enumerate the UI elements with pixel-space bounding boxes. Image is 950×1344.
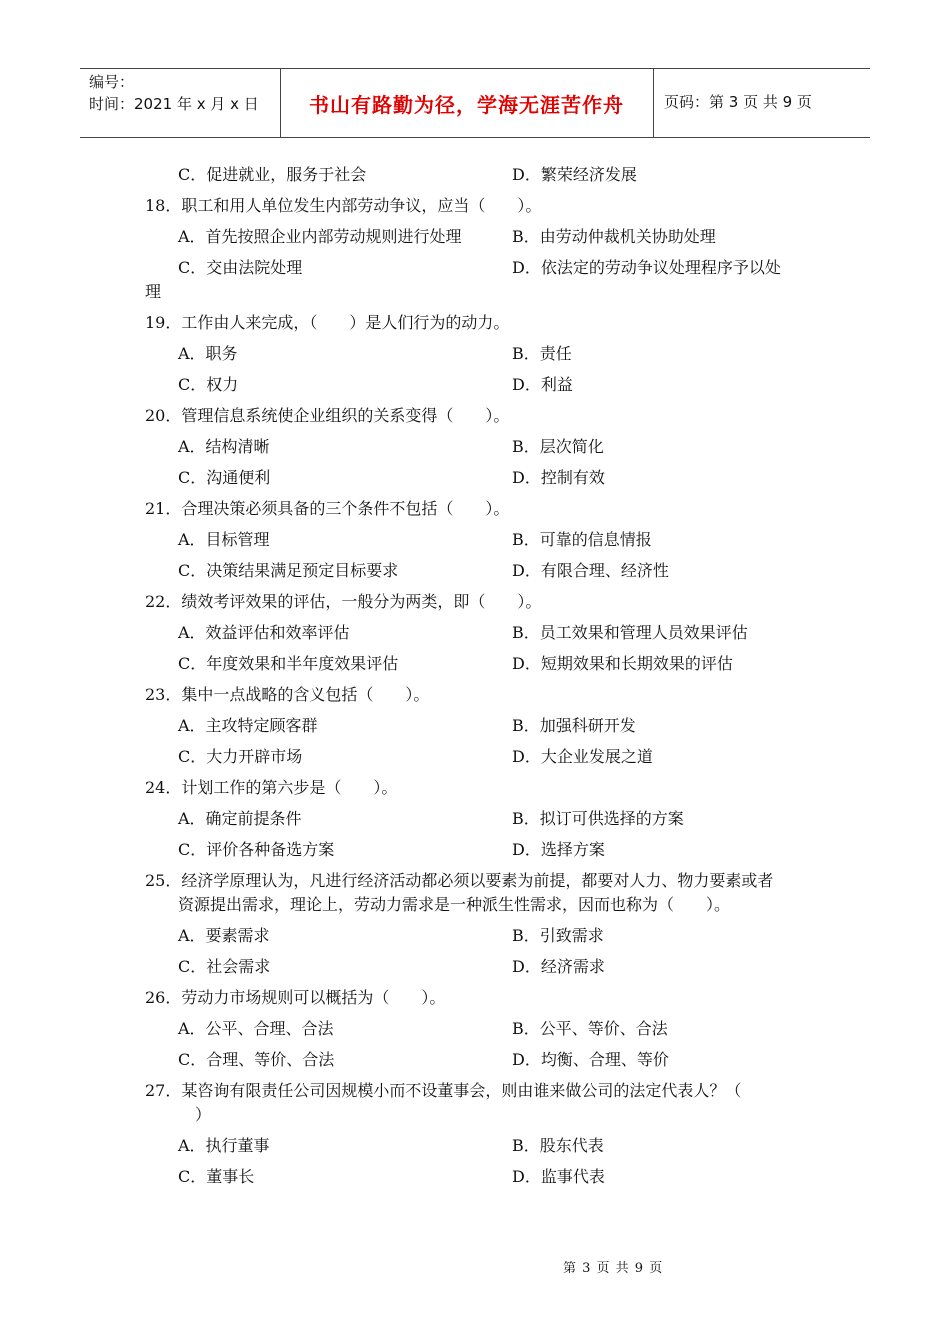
option-continuation (0, 278, 950, 309)
option-b: B．层次简化 (512, 437, 604, 456)
option-b: B．员工效果和管理人员效果评估 (512, 623, 748, 642)
option-c: C．交由法院处理 (178, 258, 303, 277)
option-row (0, 712, 950, 743)
header-left-cell (89, 71, 279, 115)
option-d: D．控制有效 (512, 468, 605, 487)
option-row (0, 953, 950, 984)
question-27-stem-continuation: ） (195, 1105, 212, 1124)
footer-page-number: 第 3 页 共 9 页 (563, 1261, 664, 1276)
question-27-stem: 27．某咨询有限责任公司因规模小而不设董事会，则由谁来做公司的法定代表人？（ (145, 1081, 742, 1100)
option-row (0, 464, 950, 495)
question-stem (0, 1077, 950, 1101)
option-d: D．经济需求 (512, 957, 605, 976)
option-c: C．决策结果满足预定目标要求 (178, 561, 399, 580)
option-row (0, 743, 950, 774)
question-25-stem-continuation: 资源提出需求，理论上，劳动力需求是一种派生性需求，因而也称为（ ）。 (178, 895, 731, 914)
option-a: A．主攻特定顾客群 (178, 716, 318, 735)
question-19-stem: 19．工作由人来完成，（ ）是人们行为的动力。 (145, 313, 510, 332)
option-a: A．首先按照企业内部劳动规则进行处理 (178, 227, 462, 246)
option-b: B．责任 (512, 344, 572, 363)
option-d: D．均衡、合理、等价 (512, 1050, 669, 1069)
option-row (0, 1132, 950, 1163)
option-d: D．监事代表 (512, 1167, 605, 1186)
question-stem (0, 495, 950, 526)
option-b: B．可靠的信息情报 (512, 530, 652, 549)
time-label: 时间：2021 年 x 月 x 日 (89, 95, 259, 113)
option-row (0, 254, 950, 278)
question-18-stem: 18．职工和用人单位发生内部劳动争议，应当（ ）。 (145, 196, 542, 215)
option-b: B．由劳动仲裁机关协助处理 (512, 227, 716, 246)
option-c: C．权力 (178, 375, 239, 394)
option-row (0, 805, 950, 836)
option-c: C．评价各种备选方案 (178, 840, 335, 859)
option-row (0, 433, 950, 464)
header-divider (653, 69, 654, 137)
option-d: D．有限合理、经济性 (512, 561, 669, 580)
question-stem (0, 867, 950, 891)
option-a: A．确定前提条件 (178, 809, 302, 828)
option-c: C．沟通便利 (178, 468, 271, 487)
option-row (0, 223, 950, 254)
option-a: A．结构清晰 (178, 437, 270, 456)
option-b: B．股东代表 (512, 1136, 604, 1155)
option-a: A．效益评估和效率评估 (178, 623, 350, 642)
option-row (0, 371, 950, 402)
question-stem (0, 192, 950, 223)
option-a: A．职务 (178, 344, 238, 363)
option-row (0, 922, 950, 953)
option-d: D．利益 (512, 375, 573, 394)
option-d: D．大企业发展之道 (512, 747, 653, 766)
option-b: B．拟订可供选择的方案 (512, 809, 684, 828)
question-stem (0, 681, 950, 712)
question-23-stem: 23．集中一点战略的含义包括（ ）。 (145, 685, 430, 704)
header-motto: 书山有路勤为径，学海无涯苦作舟 (309, 93, 624, 117)
question-stem-continuation (0, 891, 950, 922)
question-26-stem: 26．劳动力市场规则可以概括为（ ）。 (145, 988, 446, 1007)
question-20-stem: 20．管理信息系统使企业组织的关系变得（ ）。 (145, 406, 510, 425)
option-row (0, 650, 950, 681)
option-d: D．繁荣经济发展 (512, 165, 637, 184)
question-list (0, 161, 950, 1194)
option-row (0, 836, 950, 867)
option-row (0, 1046, 950, 1077)
page-header (80, 68, 870, 138)
question-stem (0, 402, 950, 433)
option-d: D．依法定的劳动争议处理程序予以处 (512, 258, 781, 277)
option-c: C．大力开辟市场 (178, 747, 303, 766)
option-c: C．合理、等价、合法 (178, 1050, 335, 1069)
option-c: C．社会需求 (178, 957, 271, 976)
option-a: A．目标管理 (178, 530, 270, 549)
option-a: A．公平、合理、合法 (178, 1019, 334, 1038)
option-b: B．加强科研开发 (512, 716, 636, 735)
option-b: B．引致需求 (512, 926, 604, 945)
code-label: 编号： (89, 73, 135, 91)
question-stem (0, 774, 950, 805)
option-b: B．公平、等价、合法 (512, 1019, 668, 1038)
option-c: C．年度效果和半年度效果评估 (178, 654, 399, 673)
option-row (0, 1015, 950, 1046)
option-d-continuation: 理 (145, 282, 162, 301)
option-row (0, 161, 950, 192)
option-row (0, 340, 950, 371)
question-25-stem: 25．经济学原理认为，凡进行经济活动都必须以要素为前提，都要对人力、物力要素或者 (145, 871, 774, 890)
option-row (0, 619, 950, 650)
question-21-stem: 21．合理决策必须具备的三个条件不包括（ ）。 (145, 499, 510, 518)
question-22-stem: 22．绩效考评效果的评估，一般分为两类，即（ ）。 (145, 592, 542, 611)
option-row (0, 1163, 950, 1194)
option-row (0, 557, 950, 588)
option-row (0, 526, 950, 557)
option-d: D．短期效果和长期效果的评估 (512, 654, 733, 673)
option-c: C．董事长 (178, 1167, 255, 1186)
question-24-stem: 24．计划工作的第六步是（ ）。 (145, 778, 398, 797)
option-a: A．要素需求 (178, 926, 270, 945)
header-page-info: 页码：第 3 页 共 9 页 (664, 93, 812, 111)
question-stem (0, 984, 950, 1015)
option-a: A．执行董事 (178, 1136, 270, 1155)
option-c: C．促进就业，服务于社会 (178, 165, 367, 184)
question-stem (0, 309, 950, 340)
question-stem (0, 588, 950, 619)
question-stem-continuation (0, 1101, 950, 1132)
option-d: D．选择方案 (512, 840, 605, 859)
